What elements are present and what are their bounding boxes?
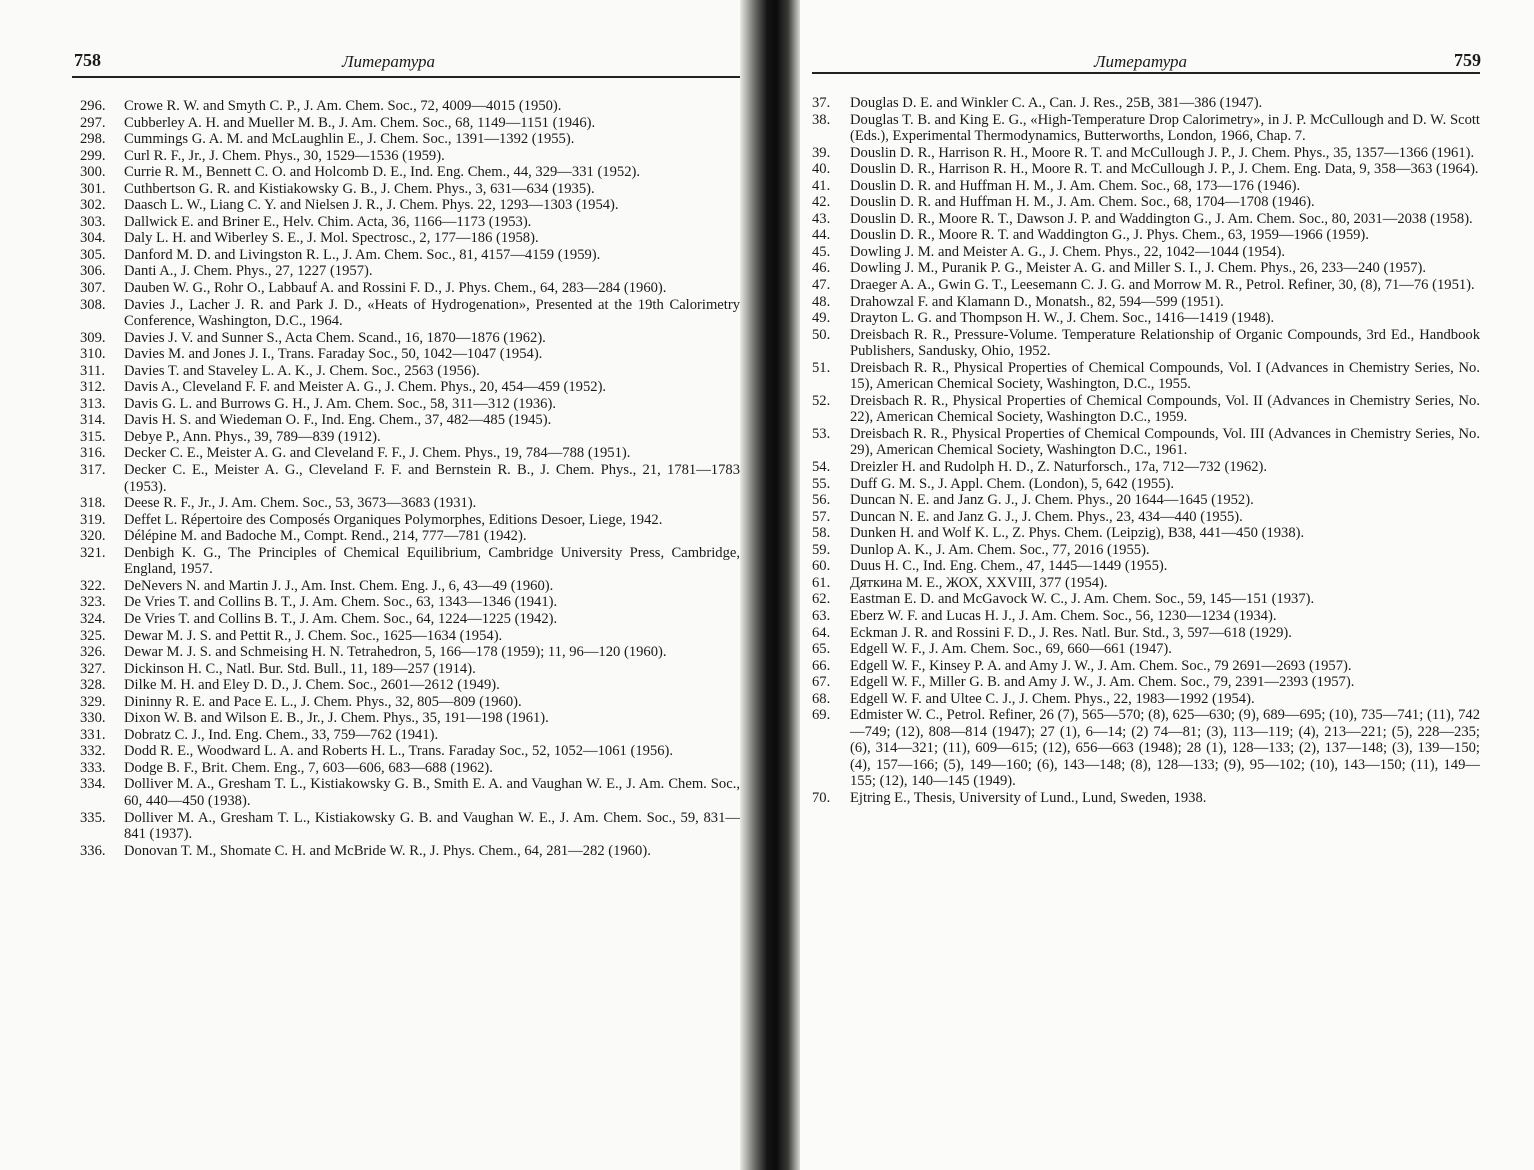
reference-number: 307.: [80, 280, 106, 297]
reference-text: Duff G. M. S., J. Appl. Chem. (London), 5, 642 (1955).: [850, 475, 1175, 492]
reference-item: [812, 95, 1480, 112]
reference-text: Currie R. M., Bennett C. O. and Holcomb D. E., Ind. Eng. Chem., 44, 329—331 (1952).: [124, 164, 640, 181]
reference-item: [80, 330, 740, 347]
reference-number: 68.: [812, 690, 831, 707]
reference-item: [812, 277, 1480, 294]
reference-number: 40.: [812, 161, 831, 178]
reference-text: Crowe R. W. and Smyth C. P., J. Am. Chem. Soc., 72, 4009—4015 (1950).: [124, 98, 562, 114]
reference-item: [80, 131, 740, 148]
reference-text: Cubberley A. H. and Mueller M. B., J. Am. Chem. Soc., 68, 1149—1151 (1946).: [124, 114, 596, 131]
reference-item: [80, 148, 740, 165]
reference-item: [812, 492, 1480, 509]
reference-item: [80, 98, 740, 115]
reference-number: 57.: [812, 508, 831, 525]
reference-text: Dreisbach R. R., Physical Properties of Chemical Compounds, Vol. II (Advances in Chemistry Series, No. 22), American Chemical Society, Washington D.C., 1959.: [850, 392, 1480, 426]
reference-item: [80, 628, 740, 645]
reference-item: [80, 495, 740, 512]
reference-text: Deffet L. Répertoire des Composés Organiques Polymorphes, Editions Desoer, Liege, 1942.: [124, 511, 663, 528]
reference-text: Cummings G. A. M. and McLaughlin E., J. Chem. Soc., 1391—1392 (1955).: [124, 131, 575, 148]
reference-text: Dewar M. J. S. and Pettit R., J. Chem. Soc., 1625—1634 (1954).: [124, 627, 503, 644]
reference-number: 327.: [80, 660, 106, 677]
reference-number: 69.: [812, 707, 831, 724]
reference-number: 333.: [80, 759, 106, 776]
reference-number: 323.: [80, 594, 106, 611]
reference-number: 55.: [812, 475, 831, 492]
reference-text: Debye P., Ann. Phys., 39, 789—839 (1912).: [124, 428, 381, 445]
reference-text: Duus H. C., Ind. Eng. Chem., 47, 1445—1449 (1955).: [850, 558, 1168, 575]
reference-item: [80, 263, 740, 280]
reference-number: 335.: [80, 809, 106, 826]
reference-text: Douglas D. E. and Winkler C. A., Can. J. Res., 25B, 381—386 (1947).: [850, 95, 1263, 111]
reference-number: 328.: [80, 677, 106, 694]
reference-text: Eastman E. D. and McGavock W. C., J. Am. Chem. Soc., 59, 145—151 (1937).: [850, 591, 1315, 608]
reference-text: Deese R. F., Jr., J. Am. Chem. Soc., 53, 3673—3683 (1931).: [124, 495, 477, 512]
reference-item: [80, 512, 740, 529]
reference-number: 53.: [812, 425, 831, 442]
reference-number: 44.: [812, 227, 831, 244]
reference-item: [80, 743, 740, 760]
reference-item: [812, 211, 1480, 228]
reference-text: Dreisbach R. R., Pressure-Volume. Temperature Relationship of Organic Compounds, 3rd Ed., Handbook Publishers, Sandusky, Ohio, 1952.: [850, 326, 1480, 360]
reference-number: 47.: [812, 277, 831, 294]
reference-text: Duncan N. E. and Janz G. J., J. Chem. Phys., 20 1644—1645 (1952).: [850, 492, 1254, 509]
reference-item: [80, 843, 740, 860]
header-rule: [72, 76, 740, 78]
reference-number: 39.: [812, 144, 831, 161]
reference-text: Edmister W. C., Petrol. Refiner, 26 (7), 565—570; (8), 625—630; (9), 689—695; (10), 735—741; (11), 742—749; (12), 808—814 (1947); 27 (1), 6—14; (2) 74—81; (3), 113—119; (4), 213—221; (5), 228—235; (6), 314—321; (11), 609—615; (12), 656—663 (1948); 28 (1), 128—133; (2), 137—148; (3), 139—150; (4), 157—166; (5), 149—160; (6), 143—148; (8), 128—133; (9), 95—102; (10), 143—150; (11), 149—155; (12), 140—145 (1949).: [850, 707, 1480, 790]
reference-number: 41.: [812, 177, 831, 194]
reference-item: [80, 445, 740, 462]
reference-item: [812, 790, 1480, 807]
reference-text: DeNevers N. and Martin J. J., Am. Inst. Chem. Eng. J., 6, 43—49 (1960).: [124, 577, 554, 594]
reference-number: 318.: [80, 495, 106, 512]
reference-number: 48.: [812, 293, 831, 310]
reference-item: [812, 294, 1480, 311]
reference-number: 325.: [80, 627, 106, 644]
reference-number: 303.: [80, 213, 106, 230]
reference-list: [80, 98, 740, 859]
reference-text: Decker C. E., Meister A. G., Cleveland F. F. and Bernstein R. B., J. Chem. Phys., 21, 1781—1783 (1953).: [124, 462, 740, 495]
reference-item: [80, 776, 740, 809]
reference-text: Daly L. H. and Wiberley S. E., J. Mol. Spectrosc., 2, 177—186 (1958).: [124, 230, 539, 247]
reference-text: Dowling J. M., Puranik P. G., Meister A. G. and Miller S. I., J. Chem. Phys., 26, 233—240 (1957).: [850, 260, 1427, 277]
reference-text: Cuthbertson G. R. and Kistiakowsky G. B., J. Chem. Phys., 3, 631—634 (1935).: [124, 180, 595, 197]
reference-number: 54.: [812, 459, 831, 476]
reference-text: Douglas T. B. and King E. G., «High-Temperature Drop Calorimetry», in J. P. McCullough and D. W. Scott (Eds.), Experimental Thermodynamics, Butterworths, London, 1966, Chap. 7.: [850, 111, 1480, 145]
reference-item: [80, 280, 740, 297]
reference-item: [80, 214, 740, 231]
reference-text: Edgell W. F. and Ultee C. J., J. Chem. Phys., 22, 1983—1992 (1954).: [850, 690, 1255, 707]
reference-item: [80, 412, 740, 429]
reference-number: 324.: [80, 610, 106, 627]
right-page: [800, 0, 1534, 1170]
reference-text: Dobratz C. J., Ind. Eng. Chem., 33, 759—762 (1941).: [124, 726, 439, 743]
reference-text: Davies J., Lacher J. R. and Park J. D., «Heats of Hydrogenation», Presented at the 19th Calorimetry Conference, Washington, D.C., 1964.: [124, 296, 740, 330]
reference-text: Dixon W. B. and Wilson E. B., Jr., J. Chem. Phys., 35, 191—198 (1961).: [124, 710, 549, 727]
reference-number: 306.: [80, 263, 106, 280]
reference-number: 309.: [80, 329, 106, 346]
reference-text: Davis G. L. and Burrows G. H., J. Am. Chem. Soc., 58, 311—312 (1936).: [124, 395, 556, 412]
reference-item: [812, 542, 1480, 559]
reference-item: [80, 164, 740, 181]
reference-text: Dickinson H. C., Natl. Bur. Std. Bull., 11, 189—257 (1914).: [124, 660, 476, 677]
reference-number: 56.: [812, 492, 831, 509]
reference-number: 312.: [80, 379, 106, 396]
reference-item: [812, 608, 1480, 625]
reference-text: Douslin D. R., Harrison R. H., Moore R. T. and McCullough J. P., J. Chem. Eng. Data, 9, 358—363 (1964).: [850, 161, 1479, 178]
reference-item: [812, 625, 1480, 642]
reference-text: Dewar M. J. S. and Schmeising H. N. Tetrahedron, 5, 166—178 (1959); 11, 96—120 (1960).: [124, 644, 667, 661]
reference-item: [80, 396, 740, 413]
reference-text: Duncan N. E. and Janz G. J., J. Chem. Phys., 23, 434—440 (1955).: [850, 508, 1243, 525]
reference-number: 317.: [80, 462, 106, 479]
running-head: Литература: [342, 52, 436, 71]
reference-item: [812, 707, 1480, 790]
reference-text: Douslin D. R., Moore R. T. and Waddington G., J. Phys. Chem., 63, 1959—1966 (1959).: [850, 227, 1369, 244]
reference-item: [80, 810, 740, 843]
reference-text: Дяткина М. Е., ЖОХ, XXVIII, 377 (1954).: [850, 574, 1108, 591]
reference-item: [812, 525, 1480, 542]
reference-number: 322.: [80, 577, 106, 594]
reference-number: 326.: [80, 644, 106, 661]
reference-number: 304.: [80, 230, 106, 247]
reference-number: 65.: [812, 641, 831, 658]
reference-number: 331.: [80, 726, 106, 743]
reference-text: Curl R. F., Jr., J. Chem. Phys., 30, 1529—1536 (1959).: [124, 147, 445, 164]
reference-item: [80, 247, 740, 264]
reference-text: Dolliver M. A., Gresham T. L., Kistiakowsky G. B. and Vaughan W. E., J. Am. Chem. Soc., 59, 831—841 (1937).: [124, 809, 740, 843]
reference-number: 311.: [80, 362, 105, 379]
running-head: Литература: [1094, 52, 1188, 71]
reference-number: 46.: [812, 260, 831, 277]
reference-number: 302.: [80, 197, 106, 214]
page-number: 758: [74, 50, 101, 70]
header-rule: [812, 72, 1480, 74]
reference-number: 301.: [80, 180, 106, 197]
left-page: [0, 0, 740, 1170]
reference-item: [812, 244, 1480, 261]
reference-number: 37.: [812, 95, 831, 111]
reference-item: [812, 327, 1480, 360]
reference-text: Davis A., Cleveland F. F. and Meister A. G., J. Chem. Phys., 20, 454—459 (1952).: [124, 379, 607, 396]
reference-number: 61.: [812, 574, 831, 591]
reference-text: Davies T. and Staveley L. A. K., J. Chem. Soc., 2563 (1956).: [124, 362, 480, 379]
reference-item: [80, 545, 740, 578]
reference-number: 336.: [80, 842, 106, 859]
reference-text: Draeger A. A., Gwin G. T., Leesemann C. J. G. and Morrow M. R., Petrol. Refiner, 30, (8), 71—76 (1951).: [850, 277, 1475, 294]
reference-text: Dodd R. E., Woodward L. A. and Roberts H. L., Trans. Faraday Soc., 52, 1052—1061 (1956).: [124, 743, 674, 760]
reference-number: 45.: [812, 243, 831, 260]
reference-number: 63.: [812, 607, 831, 624]
reference-text: Dodge B. F., Brit. Chem. Eng., 7, 603—606, 683—688 (1962).: [124, 759, 493, 776]
reference-text: Edgell W. F., Miller G. B. and Amy J. W., J. Am. Chem. Soc., 79, 2391—2393 (1957).: [850, 674, 1355, 691]
reference-item: [80, 379, 740, 396]
reference-text: Dreisbach R. R., Physical Properties of Chemical Compounds, Vol. III (Advances in Chemistry Series, No. 29), American Chemical Society, Washington D.C., 1961.: [850, 425, 1480, 459]
reference-number: 42.: [812, 194, 831, 211]
reference-item: [80, 462, 740, 495]
reference-text: Eckman J. R. and Rossini F. D., J. Res. Natl. Bur. Std., 3, 597—618 (1929).: [850, 624, 1292, 641]
reference-text: Edgell W. F., Kinsey P. A. and Amy J. W., J. Am. Chem. Soc., 79 2691—2693 (1957).: [850, 657, 1352, 674]
reference-item: [80, 677, 740, 694]
reference-text: Decker C. E., Meister A. G. and Cleveland F. F., J. Chem. Phys., 19, 784—788 (1951).: [124, 445, 631, 462]
reference-number: 67.: [812, 674, 831, 691]
reference-number: 38.: [812, 111, 831, 128]
reference-text: Dauben W. G., Rohr O., Labbauf A. and Rossini F. D., J. Phys. Chem., 64, 283—284 (1960).: [124, 280, 667, 297]
reference-item: [812, 509, 1480, 526]
reference-item: [80, 197, 740, 214]
reference-item: [812, 591, 1480, 608]
reference-item: [80, 578, 740, 595]
reference-text: Daasch L. W., Liang C. Y. and Nielsen J. R., J. Chem. Phys. 22, 1293—1303 (1954).: [124, 197, 619, 214]
reference-number: 321.: [80, 544, 106, 561]
reference-number: 62.: [812, 591, 831, 608]
reference-number: 64.: [812, 624, 831, 641]
reference-number: 314.: [80, 412, 106, 429]
reference-number: 49.: [812, 310, 831, 327]
reference-item: [80, 297, 740, 330]
reference-item: [812, 476, 1480, 493]
reference-number: 298.: [80, 131, 106, 148]
reference-text: Ejtring E., Thesis, University of Lund., Lund, Sweden, 1938.: [850, 789, 1207, 806]
reference-item: [812, 227, 1480, 244]
page-number: 759: [1454, 50, 1481, 70]
reference-number: 320.: [80, 528, 106, 545]
reference-text: Eberz W. F. and Lucas H. J., J. Am. Chem. Soc., 56, 1230—1234 (1934).: [850, 607, 1277, 624]
reference-item: [812, 260, 1480, 277]
reference-number: 300.: [80, 164, 106, 181]
reference-item: [80, 346, 740, 363]
reference-text: Danford M. D. and Livingston R. L., J. Am. Chem. Soc., 81, 4157—4159 (1959).: [124, 246, 601, 263]
reference-text: De Vries T. and Collins B. T., J. Am. Chem. Soc., 63, 1343—1346 (1941).: [124, 594, 558, 611]
reference-text: Délépine M. and Badoche M., Compt. Rend., 214, 777—781 (1942).: [124, 528, 527, 545]
reference-text: Dunlop A. K., J. Am. Chem. Soc., 77, 2016 (1955).: [850, 541, 1150, 558]
reference-number: 310.: [80, 346, 106, 363]
reference-number: 70.: [812, 789, 831, 806]
reference-number: 315.: [80, 428, 106, 445]
reference-item: [80, 429, 740, 446]
reference-list: [812, 95, 1480, 807]
reference-item: [80, 727, 740, 744]
reference-text: Denbigh K. G., The Principles of Chemical Equilibrium, Cambridge University Press, Cambridge, England, 1957.: [124, 544, 740, 578]
reference-text: Dowling J. M. and Meister A. G., J. Chem. Phys., 22, 1042—1044 (1954).: [850, 243, 1285, 260]
reference-number: 332.: [80, 743, 106, 760]
reference-number: 43.: [812, 210, 831, 227]
reference-text: Dreizler H. and Rudolph H. D., Z. Naturforsch., 17a, 712—732 (1962).: [850, 459, 1268, 476]
reference-number: 319.: [80, 511, 106, 528]
reference-number: 52.: [812, 392, 831, 409]
reference-number: 60.: [812, 558, 831, 575]
reference-item: [812, 459, 1480, 476]
reference-text: De Vries T. and Collins B. T., J. Am. Chem. Soc., 64, 1224—1225 (1942).: [124, 610, 558, 627]
reference-number: 66.: [812, 657, 831, 674]
reference-item: [80, 528, 740, 545]
reference-number: 50.: [812, 326, 831, 343]
reference-item: [812, 674, 1480, 691]
reference-text: Dunken H. and Wolf K. L., Z. Phys. Chem. (Leipzig), B38, 441—450 (1938).: [850, 525, 1305, 542]
reference-number: 305.: [80, 246, 106, 263]
reference-number: 296.: [80, 98, 106, 114]
reference-item: [80, 181, 740, 198]
reference-item: [80, 115, 740, 132]
reference-item: [812, 145, 1480, 162]
reference-number: 59.: [812, 541, 831, 558]
reference-text: Drahowzal F. and Klamann D., Monatsh., 82, 594—599 (1951).: [850, 293, 1224, 310]
reference-text: Davis H. S. and Wiedeman O. F., Ind. Eng. Chem., 37, 482—485 (1945).: [124, 412, 552, 429]
reference-text: Dolliver M. A., Gresham T. L., Kistiakowsky G. B., Smith E. A. and Vaughan W. E., J. Am. Chem. Soc., 60, 440—450 (1938).: [124, 776, 740, 809]
reference-text: Davies M. and Jones J. I., Trans. Faraday Soc., 50, 1042—1047 (1954).: [124, 346, 543, 363]
reference-item: [80, 611, 740, 628]
reference-number: 299.: [80, 147, 106, 164]
reference-text: Douslin D. R., Harrison R. H., Moore R. T. and McCullough J. P., J. Chem. Phys., 35, 1357—1366 (1961).: [850, 144, 1475, 161]
reference-item: [80, 594, 740, 611]
reference-text: Douslin D. R., Moore R. T., Dawson J. P. and Waddington G., J. Am. Chem. Soc., 80, 2031—2038 (1958).: [850, 210, 1473, 227]
reference-item: [812, 360, 1480, 393]
reference-number: 334.: [80, 776, 106, 793]
reference-text: Douslin D. R. and Huffman H. M., J. Am. Chem. Soc., 68, 1704—1708 (1946).: [850, 194, 1315, 211]
reference-number: 51.: [812, 359, 831, 376]
reference-item: [812, 426, 1480, 459]
reference-number: 308.: [80, 296, 106, 313]
reference-item: [80, 230, 740, 247]
reference-text: Douslin D. R. and Huffman H. M., J. Am. Chem. Soc., 68, 173—176 (1946).: [850, 177, 1301, 194]
reference-item: [80, 760, 740, 777]
reference-text: Davies J. V. and Sunner S., Acta Chem. Scand., 16, 1870—1876 (1962).: [124, 329, 546, 346]
reference-number: 58.: [812, 525, 831, 542]
reference-item: [80, 363, 740, 380]
reference-text: Edgell W. F., J. Am. Chem. Soc., 69, 660—661 (1947).: [850, 641, 1172, 658]
reference-text: Dallwick E. and Briner E., Helv. Chim. Acta, 36, 1166—1173 (1953).: [124, 213, 532, 230]
reference-number: 316.: [80, 445, 106, 462]
reference-item: [812, 393, 1480, 426]
reference-number: 329.: [80, 693, 106, 710]
reference-item: [812, 310, 1480, 327]
reference-item: [80, 644, 740, 661]
reference-item: [80, 661, 740, 678]
reference-number: 313.: [80, 395, 106, 412]
reference-item: [812, 558, 1480, 575]
reference-text: Donovan T. M., Shomate C. H. and McBride W. R., J. Phys. Chem., 64, 281—282 (1960).: [124, 842, 651, 859]
reference-item: [812, 575, 1480, 592]
reference-item: [80, 694, 740, 711]
reference-text: Dilke M. H. and Eley D. D., J. Chem. Soc., 2601—2612 (1949).: [124, 677, 500, 694]
reference-item: [812, 178, 1480, 195]
reference-item: [80, 710, 740, 727]
book-gutter: [740, 0, 800, 1170]
reference-item: [812, 641, 1480, 658]
reference-text: Danti A., J. Chem. Phys., 27, 1227 (1957).: [124, 263, 373, 280]
reference-item: [812, 691, 1480, 708]
reference-item: [812, 658, 1480, 675]
reference-number: 330.: [80, 710, 106, 727]
reference-item: [812, 194, 1480, 211]
reference-item: [812, 161, 1480, 178]
reference-text: Dininny R. E. and Pace E. L., J. Chem. Phys., 32, 805—809 (1960).: [124, 693, 522, 710]
reference-text: Drayton L. G. and Thompson H. W., J. Chem. Soc., 1416—1419 (1948).: [850, 310, 1275, 327]
reference-item: [812, 112, 1480, 145]
reference-text: Dreisbach R. R., Physical Properties of Chemical Compounds, Vol. I (Advances in Chemistry Series, No. 15), American Chemical Society, Washington, D.C., 1955.: [850, 359, 1480, 393]
reference-number: 297.: [80, 114, 106, 131]
